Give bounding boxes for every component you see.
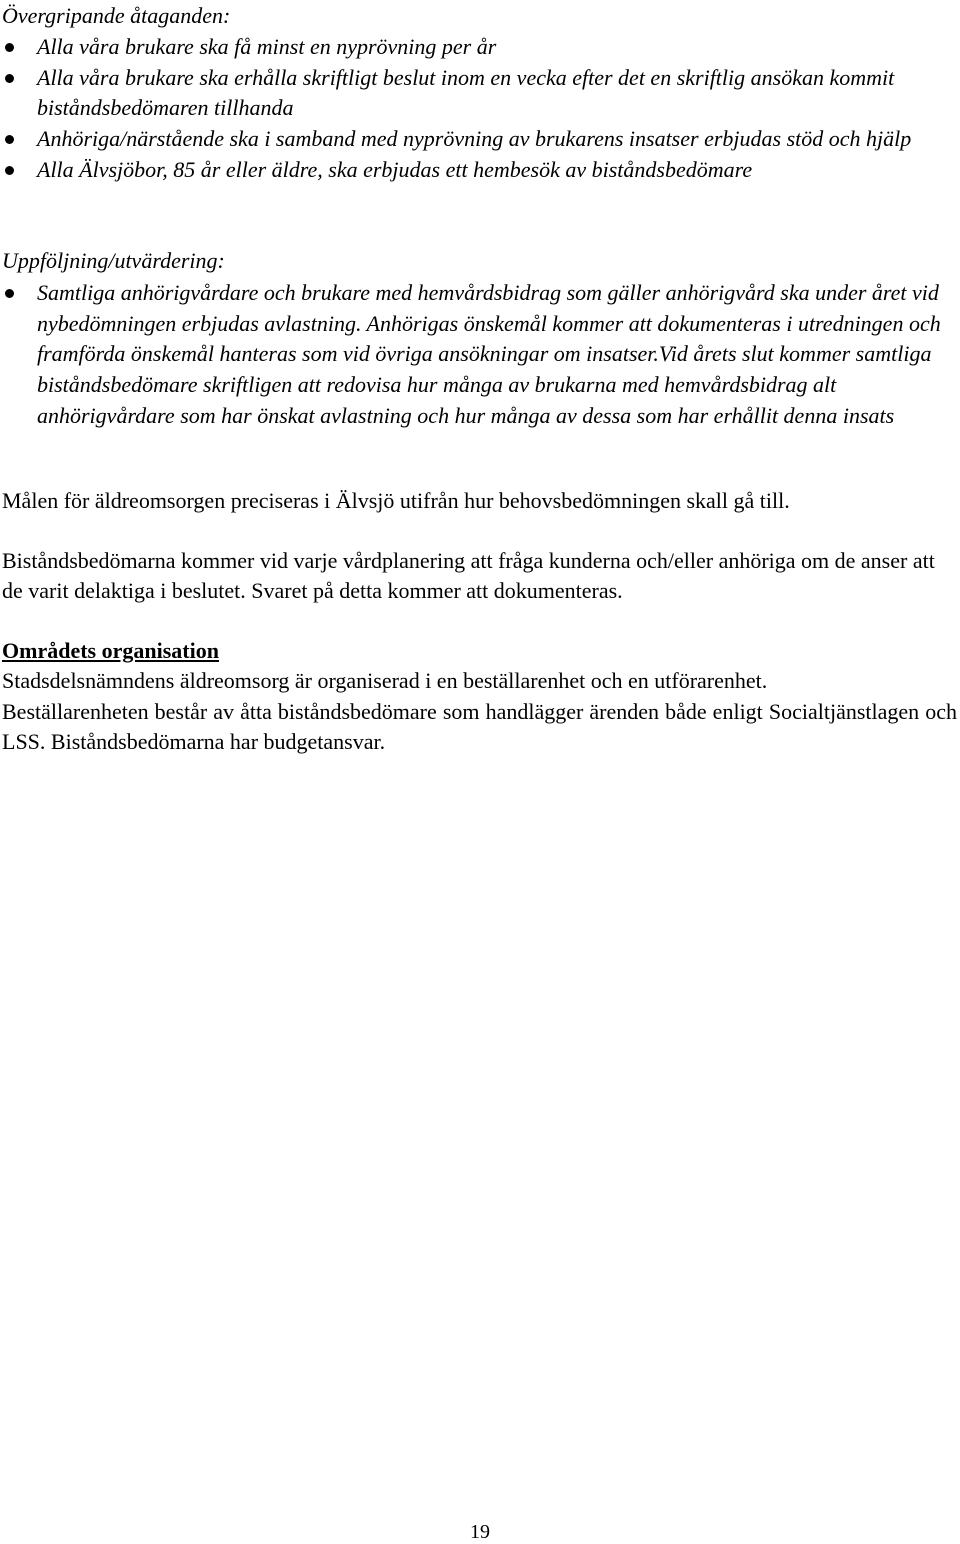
list-item bbox=[0, 278, 958, 432]
commitments-list bbox=[0, 32, 958, 186]
section-heading-organisation: Områdets organisation bbox=[2, 638, 219, 663]
list-item bbox=[0, 124, 958, 155]
bullet-icon bbox=[5, 43, 14, 52]
section-heading-overgripande: Övergripande åtaganden: bbox=[2, 3, 231, 28]
list-item bbox=[0, 63, 958, 124]
paragraph-participation: Biståndsbedömarna kommer vid varje vårdplanering att fråga kunderna och/eller anhöriga om de anser att de varit delaktiga i beslutet. Svaret på detta kommer att dokumenteras. bbox=[2, 548, 935, 603]
paragraph-ordering-unit: Beställarenheten består av åtta biståndsbedömare som handlägger ärenden både enligt Socialtjänstlagen och LSS. Biståndsbedömarna har budgetansvar. bbox=[2, 699, 957, 754]
list-item-text: Samtliga anhörigvårdare och brukare med hemvårdsbidrag som gäller anhörigvård ska under året vid nybedömningen erbjudas avlastning. Anhörigas önskemål kommer att dokumenteras i utredningen och framförda önskemål hanteras som vid övriga ansökningar om insatser.Vid årets slut kommer samtliga biståndsbedömare skriftligen att redovisa hur många av brukarna med hemvårdsbidrag alt anhörigvårdare som har önskat avlastning och hur många av dessa som har erhållit denna insats bbox=[37, 280, 941, 428]
list-item-text: Alla våra brukare ska få minst en nyprövning per år bbox=[37, 34, 497, 59]
bullet-icon bbox=[5, 289, 14, 298]
list-item bbox=[0, 32, 958, 63]
page-number: 19 bbox=[470, 1521, 490, 1543]
list-item-text: Alla våra brukare ska erhålla skriftligt beslut inom en vecka efter det en skriftlig ansökan kommit biståndsbedömaren tillhanda bbox=[37, 64, 895, 121]
followup-list bbox=[0, 278, 958, 432]
list-item bbox=[0, 155, 958, 186]
bullet-icon bbox=[5, 166, 14, 175]
list-item-text: Alla Älvsjöbor, 85 år eller äldre, ska erbjudas ett hembesök av biståndsbedömare bbox=[37, 156, 753, 182]
list-item-text: Anhöriga/närstående ska i samband med nyprövning av brukarens insatser erbjudas stöd och hjälp bbox=[37, 126, 912, 152]
paragraph-organisation: Stadsdelsnämndens äldreomsorg är organiserad i en beställarenhet och en utförarenhet. bbox=[2, 668, 768, 693]
bullet-icon bbox=[5, 135, 14, 144]
bullet-icon bbox=[5, 74, 14, 83]
section-heading-uppfoljning: Uppföljning/utvärdering: bbox=[2, 248, 225, 273]
paragraph-goals: Målen för äldreomsorgen preciseras i Älvsjö utifrån hur behovsbedömningen skall gå till. bbox=[2, 488, 790, 513]
